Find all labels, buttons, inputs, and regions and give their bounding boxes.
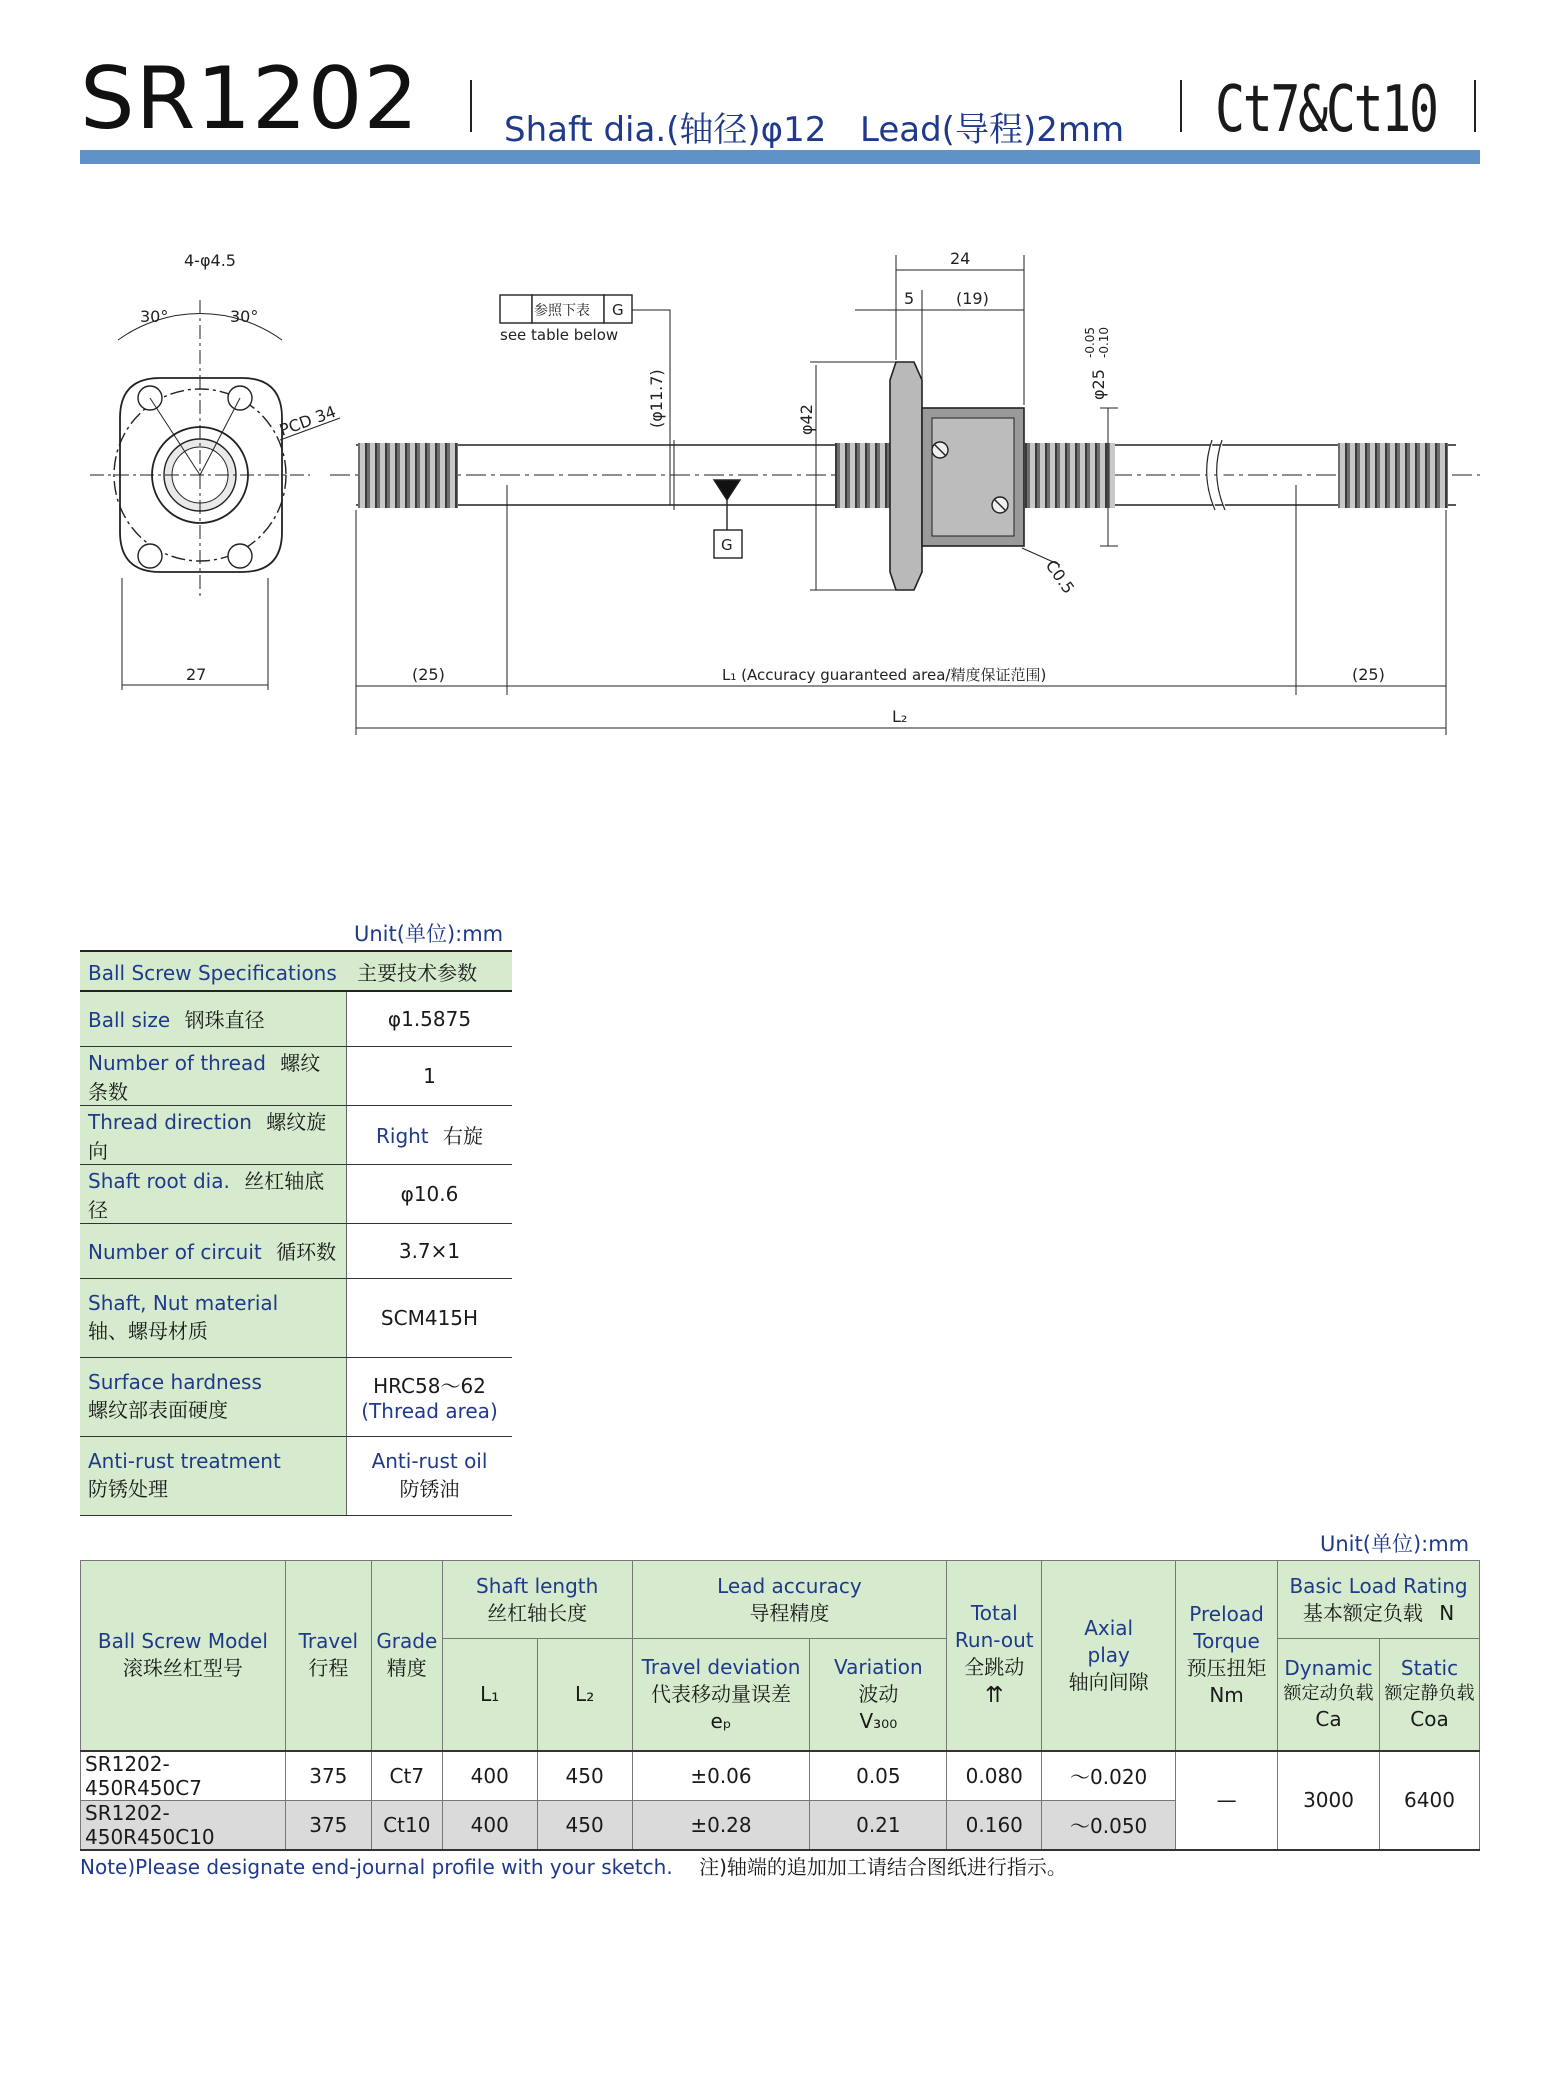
thread-right	[1338, 443, 1448, 508]
model-title: SR1202	[80, 49, 420, 149]
grade-label: Ct7&Ct10	[1215, 73, 1437, 147]
spec-unit-label: Unit(单位):mm	[354, 922, 504, 946]
spec-row-value: HRC58～62 (Thread area)	[347, 1357, 513, 1436]
spec-row-value: 3.7×1	[347, 1223, 513, 1278]
model-unit-label: Unit(单位):mm	[1320, 1532, 1470, 1556]
table-row: SR1202-450R450C10 375 Ct10 400 450 ±0.28 0.21 0.160 ～0.050	[81, 1800, 1480, 1850]
col-l1: L₁	[442, 1639, 537, 1751]
table-row: SR1202-450R450C7 375 Ct7 400 450 ±0.06 0.05 0.080 ～0.020 — 3000 6400	[81, 1751, 1480, 1801]
spec-table	[80, 950, 512, 1516]
nut-flange	[890, 362, 922, 590]
spec-row-label: Anti-rust treatment 防锈处理	[80, 1436, 347, 1515]
spec-header-en: Ball Screw Specifications	[88, 960, 337, 985]
footnote-cn: 注)轴端的追加加工请结合图纸进行指示。	[699, 1855, 1067, 1879]
dim-5: 5	[904, 289, 915, 308]
ref-table-label: 参照下表	[534, 303, 590, 319]
footnote-en: Note)Please designate end-journal profile with your sketch.	[80, 1855, 673, 1879]
tol-upper: -0.05	[1083, 326, 1097, 358]
ref-letter: G	[612, 301, 624, 319]
hole-spec-label: 4-φ4.5	[184, 251, 236, 270]
footnote	[80, 1851, 1067, 1880]
angle-right-label: 30°	[230, 307, 259, 326]
end-right-label: (25)	[1352, 665, 1385, 684]
static-load-value: 6400	[1380, 1751, 1480, 1850]
dim-42: φ42	[797, 404, 816, 435]
dim-25: φ25	[1089, 369, 1108, 400]
thread-nut-right	[1020, 443, 1115, 508]
col-static: Static 额定静负载 Coa	[1380, 1639, 1480, 1751]
spec-header-cn: 主要技术参数	[357, 960, 478, 985]
see-table-label: see table below	[500, 326, 619, 344]
col-runout: Total Run-out 全跳动 ⇈	[947, 1561, 1042, 1751]
dim-11-7: (φ11.7)	[647, 369, 666, 428]
mount-hole	[228, 544, 252, 568]
col-variation: Variation 波动 V₃₀₀	[810, 1639, 947, 1751]
col-axial-play: Axial play 轴向间隙	[1042, 1561, 1176, 1751]
col-lead-accuracy: Lead accuracy 导程精度	[632, 1561, 947, 1639]
col-travel-deviation: Travel deviation 代表移动量误差 eₚ	[632, 1639, 810, 1751]
chamfer-label: C0.5	[1041, 556, 1079, 598]
spec-row-label: Number of thread 螺纹条数	[80, 1046, 347, 1105]
spec-row-label: Surface hardness 螺纹部表面硬度	[80, 1357, 347, 1436]
tol-lower: -0.10	[1097, 326, 1111, 358]
thread-nut-left	[835, 443, 895, 508]
col-l2: L₂	[537, 1639, 632, 1751]
col-travel: Travel 行程	[285, 1561, 371, 1751]
angle-left-label: 30°	[140, 307, 169, 326]
col-shaft-length: Shaft length 丝杠轴长度	[442, 1561, 632, 1639]
spec-row-value: 1	[347, 1046, 513, 1105]
end-left-label: (25)	[412, 665, 445, 684]
spec-row-label: Shaft root dia. 丝杠轴底径	[80, 1164, 347, 1223]
lead-label: Lead(导程)2mm	[860, 110, 1125, 150]
preload-value: —	[1176, 1751, 1278, 1850]
spec-row-value: SCM415H	[347, 1278, 513, 1357]
col-preload: Preload Torque 预压扭矩 Nm	[1176, 1561, 1278, 1751]
l2-label: L₂	[892, 707, 908, 726]
spec-row-label: Shaft, Nut material 轴、螺母材质	[80, 1278, 347, 1357]
thread-left	[358, 443, 458, 508]
spec-row-value: Anti-rust oil 防锈油	[347, 1436, 513, 1515]
spec-row-label: Thread direction 螺纹旋向	[80, 1105, 347, 1164]
col-dynamic: Dynamic 额定动负载 Ca	[1278, 1639, 1380, 1751]
col-load-rating: Basic Load Rating 基本额定负载 N	[1278, 1561, 1480, 1639]
spec-row-value: φ1.5875	[347, 991, 513, 1046]
col-model: Ball Screw Model 滚珠丝杠型号	[81, 1561, 286, 1751]
col-grade: Grade 精度	[371, 1561, 442, 1751]
dim-24: 24	[950, 249, 971, 268]
shaft-dia-label: Shaft dia.(轴径)φ12	[504, 110, 827, 150]
spec-row-value: φ10.6	[347, 1164, 513, 1223]
runout-icon: ⇈	[985, 1682, 1004, 1708]
spec-header	[80, 951, 512, 991]
datum-letter: G	[721, 536, 733, 554]
model-table	[80, 1560, 1480, 1851]
technical-drawing	[0, 0, 1552, 780]
spec-row-value: Right 右旋	[347, 1105, 513, 1164]
dynamic-load-value: 3000	[1278, 1751, 1380, 1850]
pcd-label: PCD 34	[276, 401, 339, 440]
spec-row-label: Ball size 钢珠直径	[80, 991, 347, 1046]
spec-row-label: Number of circuit 循环数	[80, 1223, 347, 1278]
flange-width-label: 27	[186, 665, 207, 684]
dim-19: (19)	[956, 289, 989, 308]
mount-hole	[138, 544, 162, 568]
l1-label: L₁ (Accuracy guaranteed area/精度保证范围)	[722, 666, 1047, 684]
